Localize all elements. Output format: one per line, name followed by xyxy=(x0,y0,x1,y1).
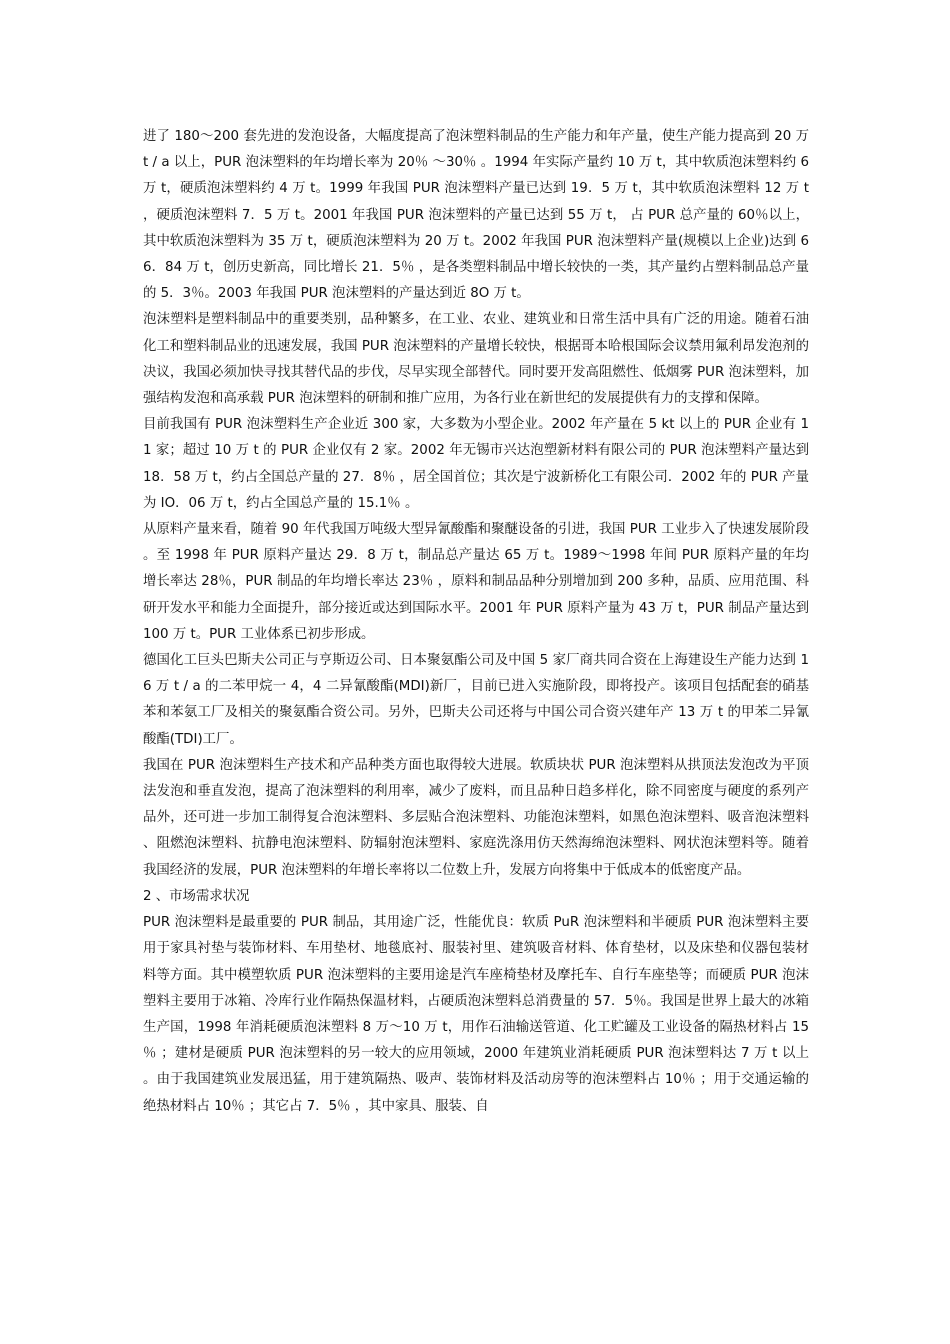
paragraph: 我国在 PUR 泡沫塑料生产技术和产品种类方面也取得较大进展。软质块状 PUR 泡沫塑料从拱顶法发泡改为平顶法发泡和垂直发泡，提高了泡沫塑料的利用率，减少了废料，而且品种日趋多样化，除不同密度与硬度的系列产品外，还可进一步加工制得复合泡沫塑料、多层贴合泡沫塑料、功能泡沫塑料，如黑色泡沫塑料、吸音泡沫塑料、阻燃泡沫塑料、抗静电泡沫塑料、防辐射泡沫塑料、家庭洗涤用仿天然海绵泡沫塑料、网状泡沫塑料等。随着我国经济的发展，PUR 泡沫塑料的年增长率将以二位数上升，发展方向将集中于低成本的低密度产品。 xyxy=(143,757,809,878)
paragraph: PUR 泡沫塑料是最重要的 PUR 制品，其用途广泛，性能优良：软质 PuR 泡沫塑料和半硬质 PUR 泡沫塑料主要用于家具衬垫与装饰材料、车用垫材、地毯底衬、服装衬里、建筑吸音材料、体育垫材，以及床垫和仪器包装材料等方面。其中模塑软质 PUR 泡沫塑料的主要用途是汽车座椅垫材及摩托车、自行车座垫等；而硬质 PUR 泡沫塑料主要用于冰箱、冷库行业作隔热保温材料，占硬质泡沫塑料总消费量的 57．5％。我国是世界上最大的冰箱生产国，1998 年消耗硬质泡沫塑料 8 万～10 万 t，用作石油输送管道、化工贮罐及工业设备的隔热材料占 15％ ；建材是硬质 PUR 泡沫塑料的另一较大的应用领域，2000 年建筑业消耗硬质 PUR 泡沫塑料达 7 万 t 以上。由于我国建筑业发展迅猛，用于建筑隔热、吸声、装饰材料及活动房等的泡沫塑料占 10％ ；用于交通运输的绝热材料占 10％ ；其它占 7．5％ ，其中家具、服装、自 xyxy=(143,915,809,1114)
document-body xyxy=(143,124,809,1120)
paragraph: 泡沫塑料是塑料制品中的重要类别，品种繁多，在工业、农业、建筑业和日常生活中具有广泛的用途。随着石油化工和塑料制品业的迅速发展，我国 PUR 泡沫塑料的产量增长较快，根据哥本哈根国际会议禁用氟利昂发泡剂的决议，我国必须加快寻找其替代品的步伐，尽早实现全部替代。同时要开发高阻燃性、低烟雾 PUR 泡沫塑料，加强结构发泡和高承载 PUR 泡沫塑料的研制和推广应用，为各行业在新世纪的发展提供有力的支撑和保障。 xyxy=(143,312,809,407)
paragraph: 目前我国有 PUR 泡沫塑料生产企业近 300 家，大多数为小型企业。2002 年产量在 5 kt 以上的 PUR 企业有 11 家；超过 10 万 t 的 PUR 企业仅有 2 家。2002 年无锡市兴达泡塑新材料有限公司的 PUR 泡沫塑料产量达到 18．58 万 t，约占全国总产量的 27．8％ ，居全国首位；其次是宁波新桥化工有限公司．2002 年的 PUR 产量为 IO．06 万 t，约占全国总产量的 15.1％ 。 xyxy=(143,417,809,511)
paragraph: 进了 180～200 套先进的发泡设备，大幅度提高了泡沫塑料制品的生产能力和年产量，使生产能力提高到 20 万 t / a 以上，PUR 泡沫塑料的年均增长率为 20％ ～30％ 。1994 年实际产量约 10 万 t，其中软质泡沫塑料约 6 万 t，硬质泡沫塑料约 4 万 t。1999 年我国 PUR 泡沫塑料产量已达到 19．5 万 t，其中软质泡沫塑料 12 万 t，硬质泡沫塑料 7．5 万 t。2001 年我国 PUR 泡沫塑料的产量已达到 55 万 t， 占 PUR 总产量的 60％以上，其中软质泡沫塑料为 35 万 t，硬质泡沫塑料为 20 万 t。2002 年我国 PUR 泡沫塑料产量(规模以上企业)达到 66．84 万 t，创历史新高，同比增长 21．5％ ，是各类塑料制品中增长较快的一类，其产量约占塑料制品总产量的 5．3％。2003 年我国 PUR 泡沫塑料的产量达到近 8O 万 t。 xyxy=(143,129,809,302)
paragraph: 从原料产量来看，随着 90 年代我国万吨级大型异氰酸酯和聚醚设备的引进，我国 PUR 工业步入了快速发展阶段。至 1998 年 PUR 原料产量达 29．8 万 t，制品总产量达 65 万 t。1989～1998 年间 PUR 原料产量的年均增长率达 28％，PUR 制品的年均增长率达 23％ ，原料和制品品种分别增加到 200 多种，品质、应用范围、科研开发水平和能力全面提升，部分接近或达到国际水平。2001 年 PUR 原料产量为 43 万 t，PUR 制品产量达到 100 万 t。PUR 工业体系已初步形成。 xyxy=(143,522,809,642)
paragraph: 德国化工巨头巴斯夫公司正与亨斯迈公司、日本聚氨酯公司及中国 5 家厂商共同合资在上海建设生产能力达到 16 万 t / a 的二苯甲烷一 4，4 二异氰酸酯(MDI)新厂，目前已进入实施阶段，即将投产。该项目包括配套的硝基苯和苯氨工厂及相关的聚氨酯合资公司。另外，巴斯夫公司还将与中国公司合资兴建年产 13 万 t 的甲苯二异氰酸酯(TDI)工厂。 xyxy=(143,653,809,747)
section-heading: 2 、市场需求状况 xyxy=(143,888,250,904)
